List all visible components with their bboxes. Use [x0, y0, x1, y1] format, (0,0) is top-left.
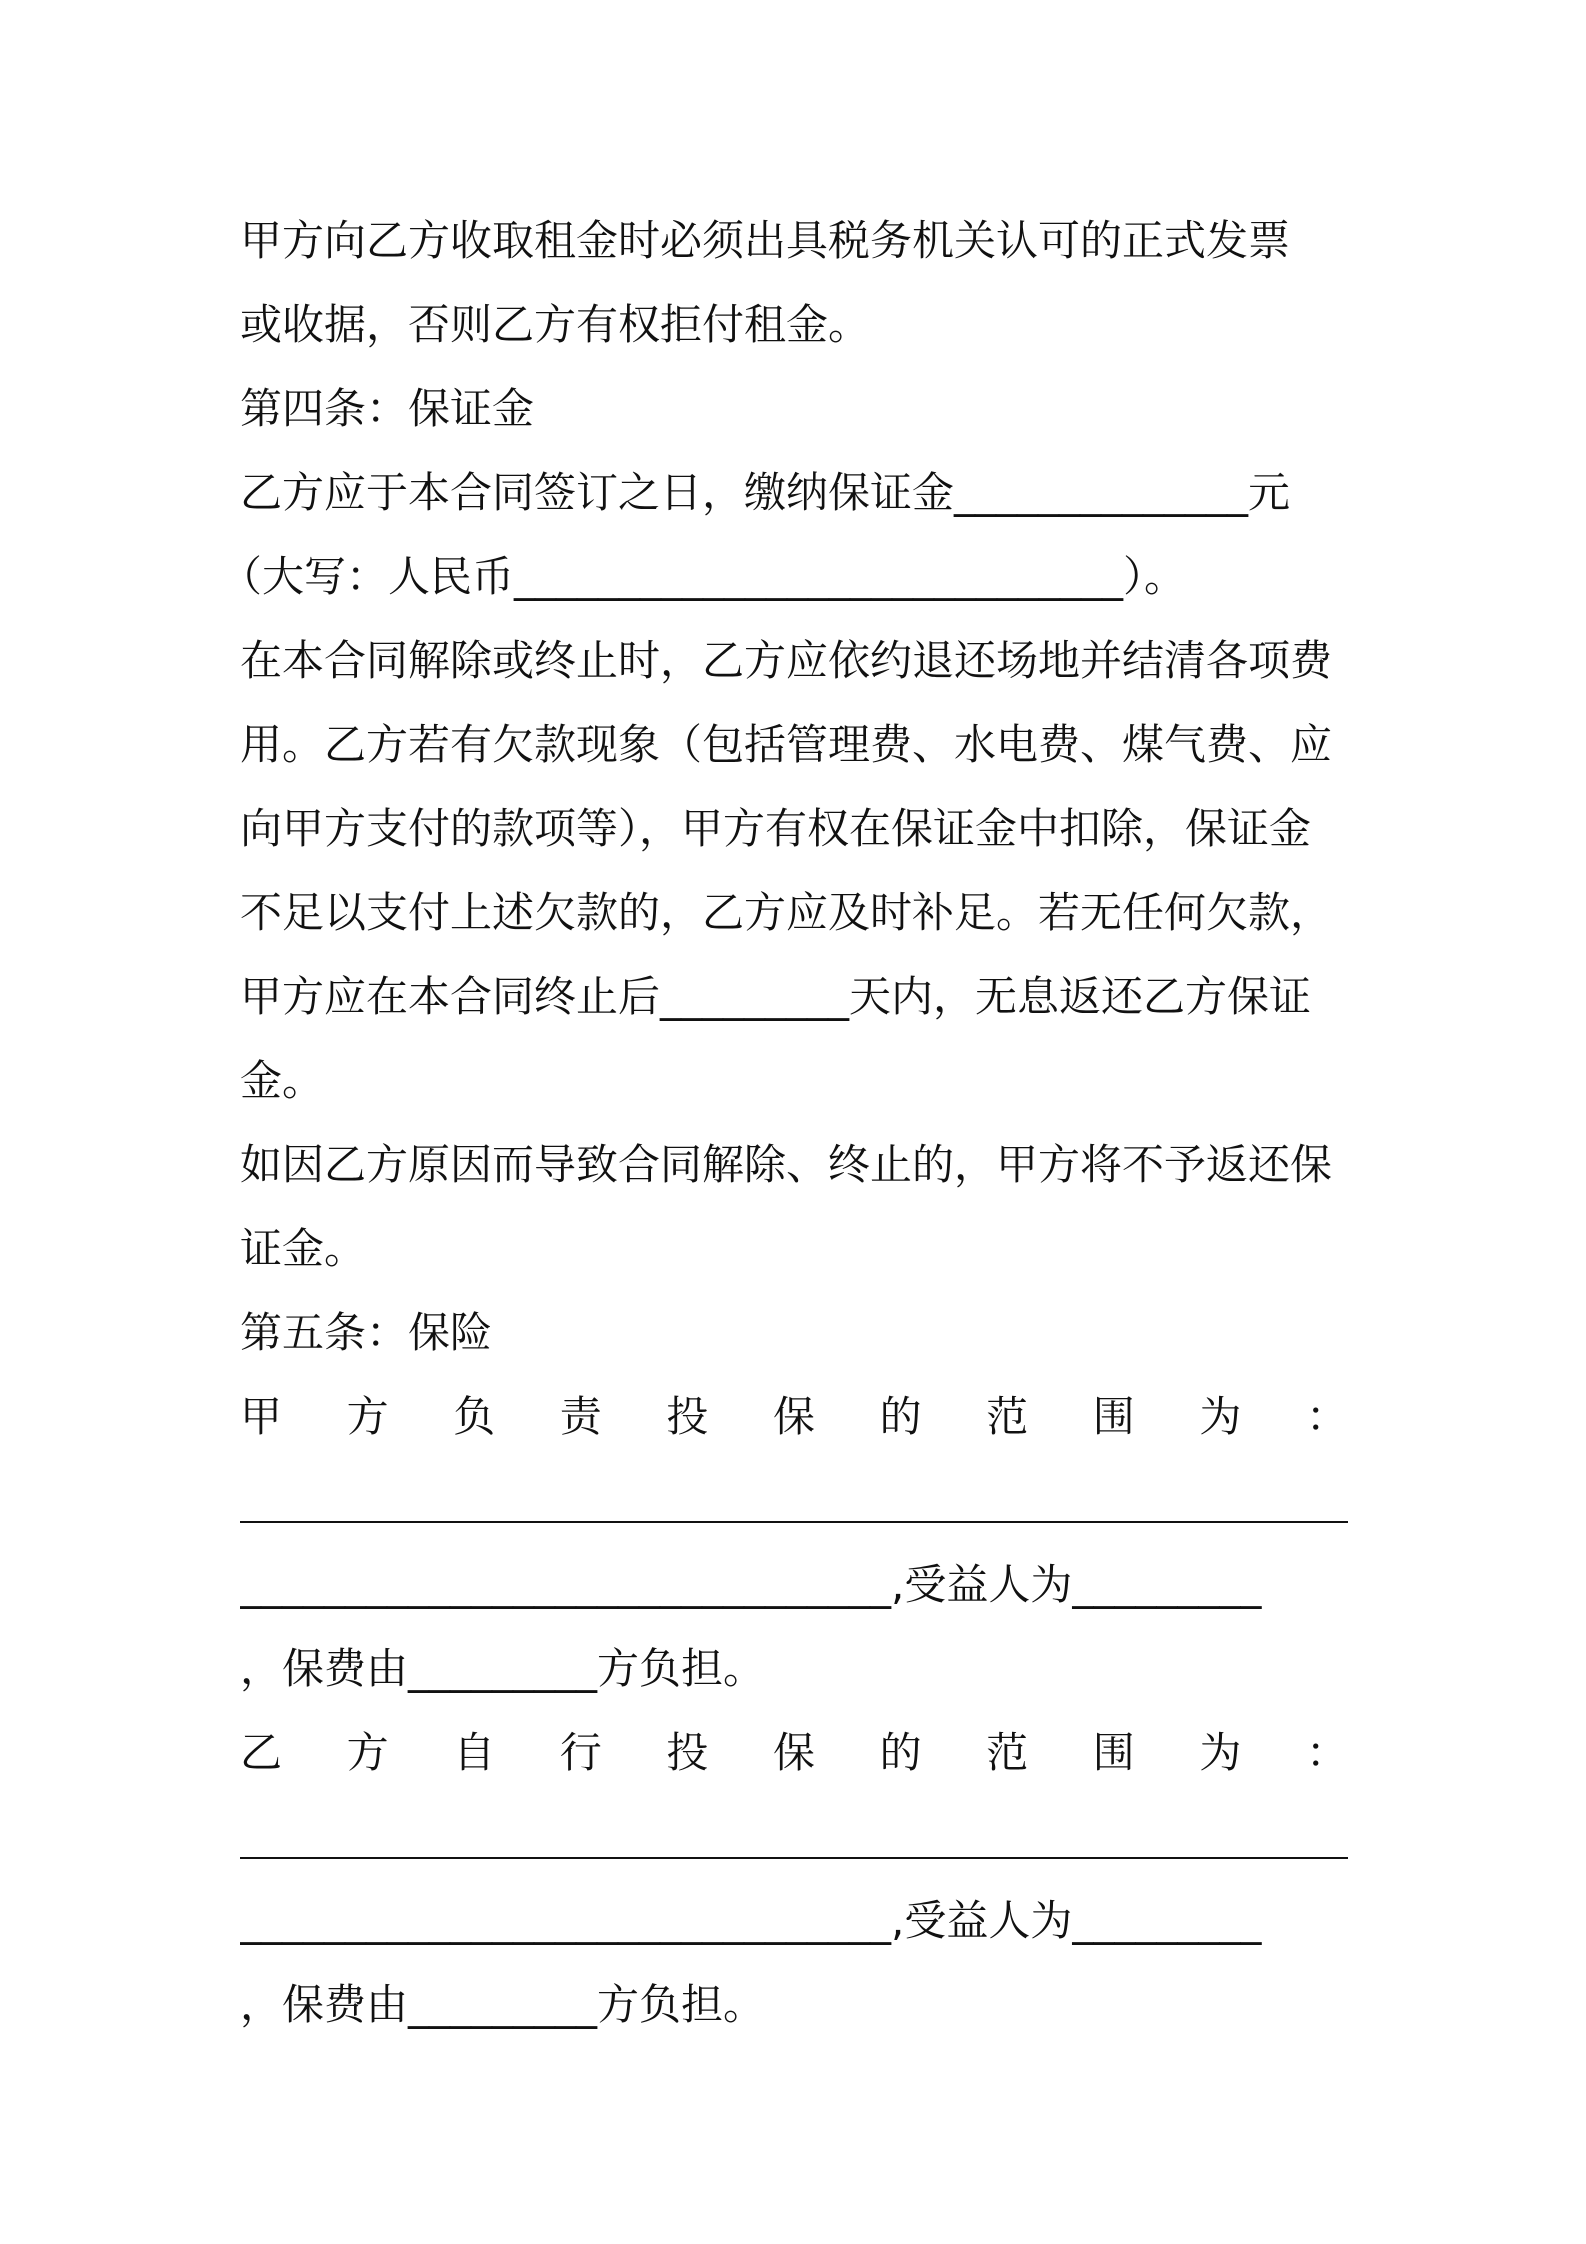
text-line: 甲方向乙方收取租金时必须出具税务机关认可的正式发票 — [240, 216, 1291, 265]
scope-char: 为 — [1199, 1728, 1242, 1777]
scope-char: 的 — [879, 1392, 922, 1441]
scope-char: 自 — [453, 1728, 496, 1777]
section-heading-deposit: 第四条：保证金 — [240, 384, 535, 433]
party-b-beneficiary-line: _______________________________,受益人为_________ — [240, 1896, 1262, 1945]
scope-char: 的 — [879, 1728, 922, 1777]
party-a-scope-blank — [240, 1459, 1348, 1543]
scope-char: 行 — [559, 1728, 602, 1777]
text-line: 不足以支付上述欠款的，乙方应及时补足。若无任何欠款， — [240, 888, 1333, 937]
scope-char: 负 — [453, 1392, 496, 1441]
contract-text — [220, 199, 1348, 2047]
scope-char: 投 — [666, 1392, 709, 1441]
text-line: （大写：人民币_____________________________）。 — [220, 552, 1187, 601]
party-b-premium-line: ，保费由_________方负担。 — [240, 1980, 766, 2029]
text-line: 向甲方支付的款项等），甲方有权在保证金中扣除，保证金 — [240, 804, 1312, 853]
scope-char: 围 — [1092, 1392, 1135, 1441]
fill-in-rule — [240, 1857, 1348, 1859]
text-line: 或收据，否则乙方有权拒付租金。 — [240, 300, 871, 349]
scope-char: 乙 — [240, 1728, 283, 1777]
scope-char: 范 — [986, 1392, 1029, 1441]
scope-char: ： — [1305, 1728, 1348, 1777]
scope-char: 责 — [559, 1392, 602, 1441]
text-line: 用。乙方若有欠款现象（包括管理费、水电费、煤气费、应 — [240, 720, 1333, 769]
party-b-scope-blank — [240, 1795, 1348, 1879]
scope-char: ： — [1305, 1392, 1348, 1441]
party-b-scope-line — [240, 1711, 1348, 1795]
scope-char: 保 — [772, 1392, 815, 1441]
section-heading-insurance: 第五条：保险 — [240, 1308, 493, 1357]
text-line: 甲方应在本合同终止后_________天内，无息返还乙方保证 — [240, 972, 1312, 1021]
scope-char: 围 — [1092, 1728, 1135, 1777]
scope-char: 保 — [772, 1728, 815, 1777]
text-line: 在本合同解除或终止时，乙方应依约退还场地并结清各项费 — [240, 636, 1333, 685]
party-a-beneficiary-line: _______________________________,受益人为_________ — [240, 1560, 1262, 1609]
scope-char: 甲 — [240, 1392, 283, 1441]
party-a-premium-line: ，保费由_________方负担。 — [240, 1644, 766, 1693]
fill-in-rule — [240, 1521, 1348, 1523]
scope-char: 为 — [1199, 1392, 1242, 1441]
text-line: 如因乙方原因而导致合同解除、终止的，甲方将不予返还保 — [240, 1140, 1333, 1189]
text-line: 证金。 — [240, 1224, 367, 1273]
text-line: 金。 — [240, 1056, 325, 1105]
scope-char: 方 — [346, 1728, 389, 1777]
scope-char: 方 — [346, 1392, 389, 1441]
scope-char: 投 — [666, 1728, 709, 1777]
party-a-scope-line — [240, 1375, 1348, 1459]
text-line: 乙方应于本合同签订之日，缴纳保证金______________元 — [240, 468, 1291, 517]
scope-char: 范 — [986, 1728, 1029, 1777]
